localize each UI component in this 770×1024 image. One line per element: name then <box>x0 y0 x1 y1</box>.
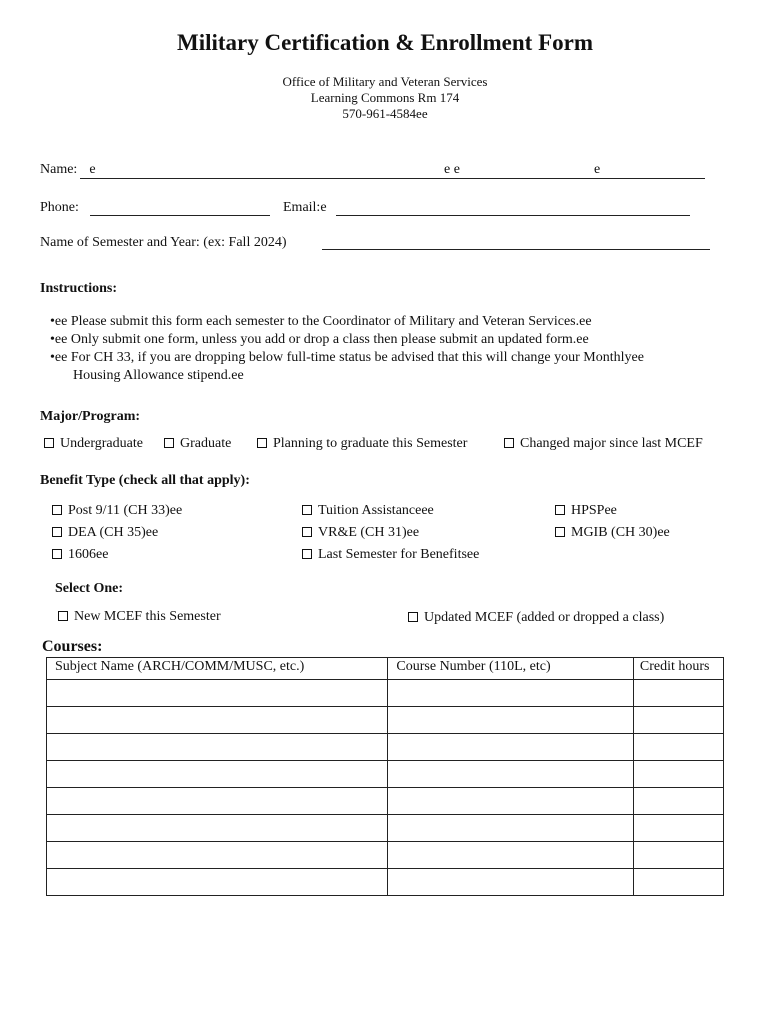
email-label: Email:e <box>283 200 327 215</box>
table-row <box>47 680 724 707</box>
instruction-item-continued: Housing Allowance stipend.ee <box>73 368 244 383</box>
subject-cell[interactable] <box>47 734 388 761</box>
name-mark-2: e <box>594 162 601 177</box>
course-number-cell[interactable] <box>388 761 633 788</box>
subject-cell[interactable] <box>47 761 388 788</box>
course-number-cell[interactable] <box>388 788 633 815</box>
course-number-cell[interactable] <box>388 734 633 761</box>
credit-hours-cell[interactable] <box>633 815 723 842</box>
checkbox-icon <box>504 438 514 448</box>
checkbox-icon <box>52 549 62 559</box>
instructions-heading: Instructions: <box>40 281 118 296</box>
office-name: Office of Military and Veteran Services <box>282 74 488 89</box>
checkbox-icon <box>302 505 312 515</box>
course-number-cell[interactable] <box>388 815 633 842</box>
courses-table <box>46 657 724 896</box>
course-number-cell[interactable] <box>388 869 633 896</box>
office-phone: 570-961-4584ee <box>342 106 428 121</box>
course-number-header: Course Number (110L, etc) <box>388 658 633 680</box>
subject-cell[interactable] <box>47 842 388 869</box>
subject-cell[interactable] <box>47 869 388 896</box>
graduate-checkbox[interactable]: Graduate <box>164 436 231 452</box>
checkbox-icon <box>58 611 68 621</box>
tuition-assistance-checkbox[interactable]: Tuition Assistanceee <box>302 503 434 519</box>
name-field[interactable] <box>80 178 705 179</box>
post-911-checkbox[interactable]: Post 9/11 (CH 33)ee <box>52 503 182 519</box>
name-value: e <box>89 162 96 177</box>
dea-checkbox[interactable]: DEA (CH 35)ee <box>52 525 158 541</box>
phone-field[interactable] <box>90 215 270 216</box>
form-title: Military Certification & Enrollment Form <box>176 30 594 55</box>
table-header-row <box>47 658 724 680</box>
office-room: Learning Commons Rm 174 <box>310 90 460 105</box>
credit-hours-cell[interactable] <box>633 869 723 896</box>
table-row <box>47 761 724 788</box>
major-heading: Major/Program: <box>40 409 141 424</box>
checkbox-icon <box>164 438 174 448</box>
updated-mcef-checkbox[interactable]: Updated MCEF (added or dropped a class) <box>408 610 664 626</box>
name-label: Name: e <box>40 162 96 177</box>
subject-cell[interactable] <box>47 815 388 842</box>
subject-cell[interactable] <box>47 707 388 734</box>
table-row <box>47 734 724 761</box>
semester-field[interactable] <box>322 249 710 250</box>
checkbox-icon <box>52 527 62 537</box>
table-row <box>47 869 724 896</box>
courses-heading: Courses: <box>42 638 103 655</box>
credit-hours-cell[interactable] <box>633 707 723 734</box>
undergraduate-checkbox[interactable]: Undergraduate <box>44 436 143 452</box>
last-semester-checkbox[interactable]: Last Semester for Benefitsee <box>302 547 479 563</box>
vre-checkbox[interactable]: VR&E (CH 31)ee <box>302 525 419 541</box>
mgib-checkbox[interactable]: MGIB (CH 30)ee <box>555 525 670 541</box>
instruction-item: •ee For CH 33, if you are dropping below full-time status be advised that this will change your Monthlyee <box>50 350 644 365</box>
select-one-heading: Select One: <box>55 581 124 596</box>
email-field[interactable] <box>336 215 690 216</box>
changed-major-checkbox[interactable]: Changed major since last MCEF <box>504 436 703 452</box>
credit-hours-cell[interactable] <box>633 680 723 707</box>
credit-hours-header: Credit hours <box>633 658 723 680</box>
credit-hours-cell[interactable] <box>633 842 723 869</box>
checkbox-icon <box>555 527 565 537</box>
checkbox-icon <box>302 527 312 537</box>
1606-checkbox[interactable]: 1606ee <box>52 547 108 563</box>
benefit-heading: Benefit Type (check all that apply): <box>40 473 250 488</box>
subject-name-header: Subject Name (ARCH/COMM/MUSC, etc.) <box>47 658 388 680</box>
table-row <box>47 707 724 734</box>
instruction-item: •ee Please submit this form each semester to the Coordinator of Military and Veteran Services.ee <box>50 314 592 329</box>
credit-hours-cell[interactable] <box>633 761 723 788</box>
checkbox-icon <box>408 612 418 622</box>
course-number-cell[interactable] <box>388 707 633 734</box>
checkbox-icon <box>44 438 54 448</box>
credit-hours-cell[interactable] <box>633 734 723 761</box>
hpsp-checkbox[interactable]: HPSPee <box>555 503 617 519</box>
credit-hours-cell[interactable] <box>633 788 723 815</box>
table-row <box>47 842 724 869</box>
subject-cell[interactable] <box>47 788 388 815</box>
checkbox-icon <box>302 549 312 559</box>
checkbox-icon <box>52 505 62 515</box>
phone-label: Phone: <box>40 200 79 215</box>
table-row <box>47 815 724 842</box>
course-number-cell[interactable] <box>388 842 633 869</box>
course-number-cell[interactable] <box>388 680 633 707</box>
planning-to-graduate-checkbox[interactable]: Planning to graduate this Semester <box>257 436 467 452</box>
table-row <box>47 788 724 815</box>
new-mcef-checkbox[interactable]: New MCEF this Semester <box>58 609 221 625</box>
subject-cell[interactable] <box>47 680 388 707</box>
email-value: e <box>320 200 327 215</box>
checkbox-icon <box>555 505 565 515</box>
checkbox-icon <box>257 438 267 448</box>
instruction-item: •ee Only submit one form, unless you add or drop a class then please submit an updated form.ee <box>50 332 589 347</box>
name-mark-1: e e <box>444 162 460 177</box>
semester-label: Name of Semester and Year: (ex: Fall 2024) <box>40 235 287 250</box>
